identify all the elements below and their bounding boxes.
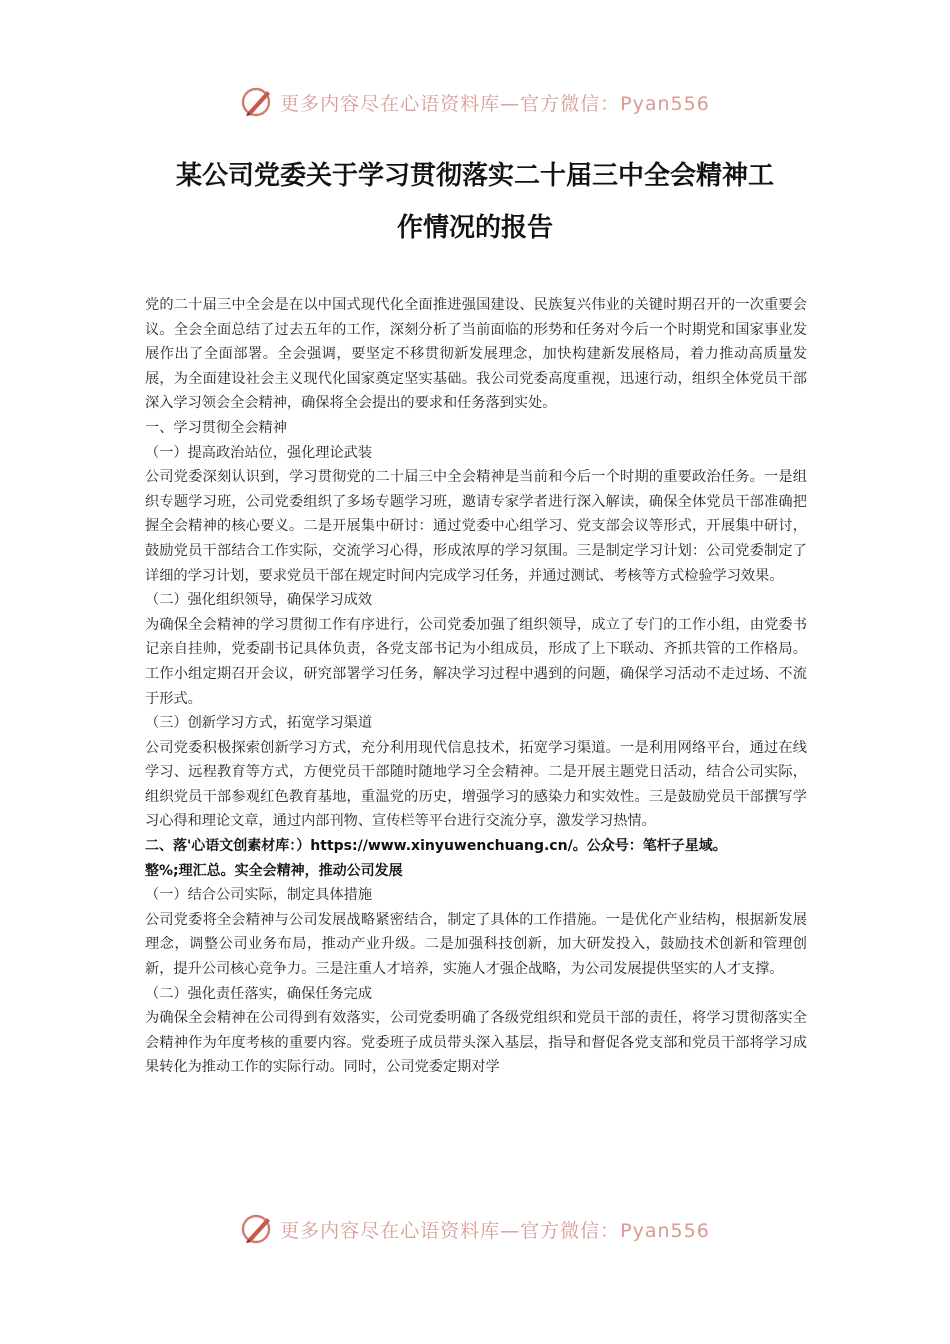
pen-logo-icon xyxy=(240,85,274,119)
document-body xyxy=(145,293,807,1080)
subsection-heading: （二）强化组织领导，确保学习成效 xyxy=(145,592,373,609)
footer-watermark xyxy=(0,1209,950,1249)
title-line: 某公司党委关于学习贯彻落实二十届三中全会精神工 xyxy=(175,161,774,191)
overlay-ad-line: 二、落'心语文创素材库：）https://www.xinyuwenchuang.cn/。公众号：笔杆子星域。 xyxy=(145,838,727,855)
subsection-heading: （一）提高政治站位，强化理论武装 xyxy=(145,444,373,461)
subsection-heading: （二）强化责任落实，确保任务完成 xyxy=(145,985,373,1002)
overlay-ad-line: 整%;理汇总。实全会精神，推动公司发展 xyxy=(145,862,403,879)
watermark-text: 更多内容尽在心语资料库—官方微信：Pyan556 xyxy=(280,1219,710,1242)
body-paragraph: 为确保全会精神的学习贯彻工作有序进行，公司党委加强了组织领导，成立了专门的工作小组，由党委书记亲自挂帅，党委副书记具体负责，各党支部书记为小组成员，形成了上下联动、齐抓共管的工作格局。工作小组定期召开会议，研究部署学习任务，解决学习过程中遇到的问题，确保学习活动不走过场、不流于形式。 xyxy=(145,616,807,707)
subsection-heading: （一）结合公司实际，制定具体措施 xyxy=(145,887,373,904)
body-paragraph: 公司党委积极探索创新学习方式，充分利用现代信息技术，拓宽学习渠道。一是利用网络平台，通过在线学习、远程教育等方式，方便党员干部随时随地学习全会精神。二是开展主题党日活动，结合公司实际，组织党员干部参观红色教育基地，重温党的历史，增强学习的感染力和实效性。三是鼓励党员干部撰写学习心得和理论文章，通过内部刊物、宣传栏等平台进行交流分享，激发学习热情。 xyxy=(145,739,807,830)
body-paragraph: 公司党委深刻认识到，学习贯彻党的二十届三中全会精神是当前和今后一个时期的重要政治任务。一是组织专题学习班，公司党委组织了多场专题学习班，邀请专家学者进行深入解读，确保全体党员干部准确把握全会精神的核心要义。二是开展集中研讨：通过党委中心组学习、党支部会议等形式，开展集中研讨，鼓励党员干部结合工作实际，交流学习心得，形成浓厚的学习氛围。三是制定学习计划：公司党委制定了详细的学习计划，要求党员干部在规定时间内完成学习任务，并通过测试、考核等方式检验学习效果。 xyxy=(145,469,807,584)
section-heading: 一、学习贯彻全会精神 xyxy=(145,419,287,436)
watermark-text: 更多内容尽在心语资料库—官方微信：Pyan556 xyxy=(280,92,710,115)
body-paragraph: 公司党委将全会精神与公司发展战略紧密结合，制定了具体的工作措施。一是优化产业结构，根据新发展理念，调整公司业务布局，推动产业升级。二是加强科技创新，加大研发投入，鼓励技术创新和管理创新，提升公司核心竞争力。三是注重人才培养，实施人才强企战略，为公司发展提供坚实的人才支撑。 xyxy=(145,911,807,978)
title-line: 作情况的报告 xyxy=(396,213,553,243)
intro-paragraph: 党的二十届三中全会是在以中国式现代化全面推进强国建设、民族复兴伟业的关键时期召开的一次重要会议。全会全面总结了过去五年的工作，深刻分析了当前面临的形势和任务对今后一个时期党和国家事业发展作出了全面部署。全会强调，要坚定不移贯彻新发展理念，加快构建新发展格局，着力推动高质量发展，为全面建设社会主义现代化国家奠定坚实基础。我公司党委高度重视，迅速行动，组织全体党员干部深入学习领会全会精神，确保将全会提出的要求和任务落到实处。 xyxy=(145,297,807,412)
document-title xyxy=(145,150,805,254)
subsection-heading: （三）创新学习方式，拓宽学习渠道 xyxy=(145,715,373,732)
header-watermark xyxy=(0,82,950,122)
body-paragraph: 为确保全会精神在公司得到有效落实，公司党委明确了各级党组织和党员干部的责任，将学习贯彻落实全会精神作为年度考核的重要内容。党委班子成员带头深入基层，指导和督促各党支部和党员干部将学习成果转化为推动工作的实际行动。同时，公司党委定期对学 xyxy=(145,1010,807,1076)
pen-logo-icon xyxy=(240,1212,274,1246)
